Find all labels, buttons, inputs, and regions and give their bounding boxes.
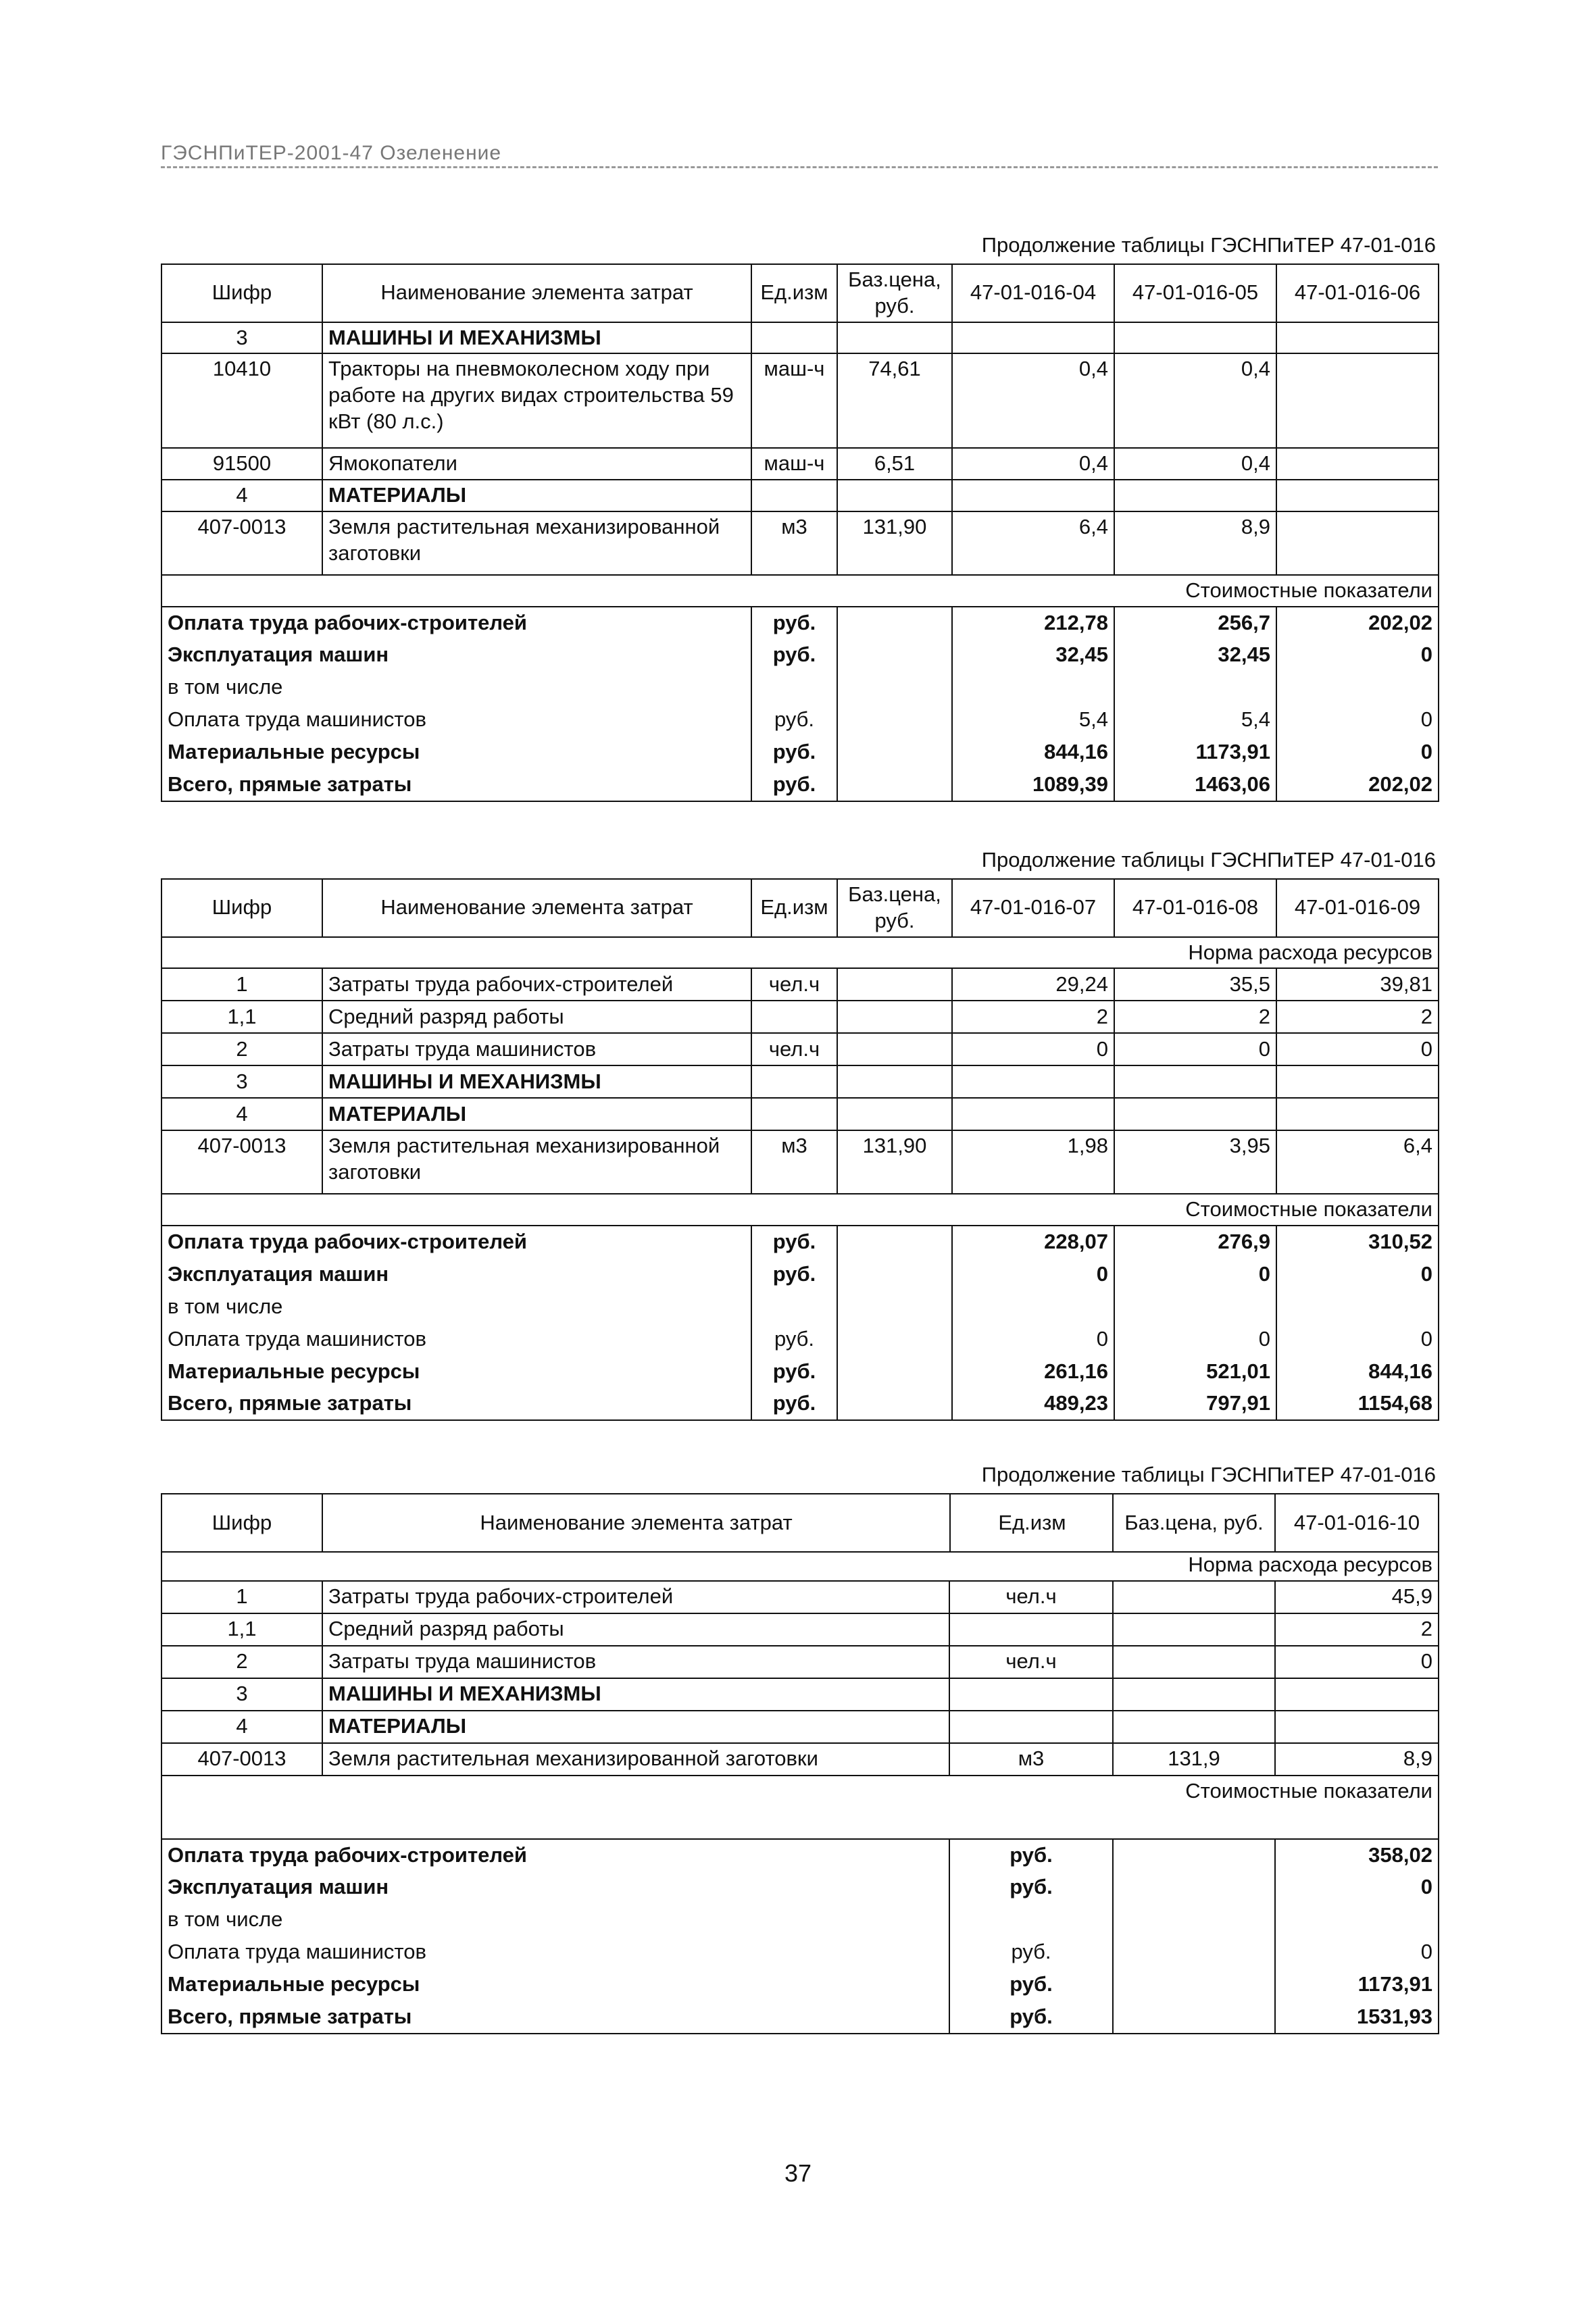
cost-row (161, 607, 1439, 639)
price-cell (1113, 1646, 1275, 1678)
cost-name: в том числе (161, 672, 751, 704)
cost-value: 521,01 (1114, 1355, 1276, 1388)
value-cell: 3,95 (1114, 1130, 1276, 1194)
cost-value: 1154,68 (1276, 1388, 1439, 1420)
cost-name: в том числе (161, 1904, 949, 1936)
table-header-row (161, 879, 1439, 937)
cost-row (161, 736, 1439, 769)
cost-value: 32,45 (952, 639, 1114, 672)
value-cell (1276, 322, 1439, 354)
unit-cell (751, 480, 837, 511)
cost-unit: руб. (949, 1871, 1113, 1904)
cost-section-row (161, 1776, 1439, 1839)
table-row (161, 968, 1439, 1001)
cost-value: 202,02 (1276, 769, 1439, 801)
cost-name: Материальные ресурсы (161, 736, 751, 769)
resource-table-3-body (161, 1550, 1439, 2034)
cost-empty (1113, 1969, 1275, 2001)
name-cell: МАТЕРИАЛЫ (322, 1711, 949, 1743)
cost-value: 5,4 (1114, 704, 1276, 736)
code-cell: 4 (161, 1711, 322, 1743)
name-cell: Затраты труда рабочих-строителей (322, 1581, 949, 1613)
unit-cell: чел.ч (949, 1581, 1113, 1613)
table-row (161, 1130, 1439, 1194)
price-cell (837, 968, 952, 1001)
cost-row (161, 1969, 1439, 2001)
value-cell (1276, 353, 1439, 448)
unit-cell: чел.ч (751, 968, 837, 1001)
cost-row (161, 1323, 1439, 1355)
value-cell: 29,24 (952, 968, 1114, 1001)
cost-name: Всего, прямые затраты (161, 769, 751, 801)
resource-table-2 (161, 878, 1439, 1421)
unit-cell (949, 1678, 1113, 1711)
unit-cell (751, 1001, 837, 1033)
col-header: Ед.изм (751, 264, 837, 322)
value-cell: 45,9 (1275, 1581, 1439, 1613)
name-cell: Затраты труда рабочих-строителей (322, 968, 751, 1001)
code-cell: 2 (161, 1033, 322, 1065)
cost-row (161, 672, 1439, 704)
cost-empty (1113, 1839, 1275, 1871)
price-cell (837, 1098, 952, 1130)
cost-empty (837, 1226, 952, 1258)
name-cell: Затраты труда машинистов (322, 1646, 949, 1678)
cost-unit: руб. (751, 1355, 837, 1388)
table-row (161, 511, 1439, 575)
value-cell: 35,5 (1114, 968, 1276, 1001)
cost-value: 276,9 (1114, 1226, 1276, 1258)
cost-value: 0 (1276, 1258, 1439, 1290)
cost-value: 1531,93 (1275, 2001, 1439, 2034)
unit-cell: маш-ч (751, 448, 837, 480)
cost-row (161, 1388, 1439, 1420)
cost-name: в том числе (161, 1290, 751, 1323)
cost-row (161, 1871, 1439, 1904)
norm-section-label: Норма расхода ресурсов (161, 937, 1439, 969)
cost-value: 0 (1114, 1258, 1276, 1290)
col-header: Ед.изм (998, 1510, 1066, 1534)
value-cell (1276, 511, 1439, 575)
cost-value (952, 1290, 1114, 1323)
name-cell: Средний разряд работы (322, 1001, 751, 1033)
col-header: Шифр (161, 264, 322, 322)
cost-value: 797,91 (1114, 1388, 1276, 1420)
value-cell (1114, 480, 1276, 511)
cost-name: Материальные ресурсы (161, 1355, 751, 1388)
value-cell (1275, 1711, 1439, 1743)
cost-value: 261,16 (952, 1355, 1114, 1388)
value-cell: 2 (1114, 1001, 1276, 1033)
cost-value: 228,07 (952, 1226, 1114, 1258)
price-cell: 74,61 (837, 353, 952, 448)
col-header-group (322, 1494, 1113, 1552)
price-cell (1113, 1581, 1275, 1613)
cost-unit: руб. (949, 2001, 1113, 2034)
unit-cell: чел.ч (751, 1033, 837, 1065)
value-cell: 0 (1114, 1033, 1276, 1065)
cost-empty (1113, 1936, 1275, 1969)
norm-section-row (161, 1550, 1439, 1581)
cost-value: 1463,06 (1114, 769, 1276, 801)
table-row (161, 1098, 1439, 1130)
cost-unit: руб. (751, 1258, 837, 1290)
cost-name: Всего, прямые затраты (161, 1388, 751, 1420)
value-cell (1276, 1065, 1439, 1098)
table-header-row (161, 1494, 1439, 1552)
value-cell (952, 1098, 1114, 1130)
col-header: 47-01-016-08 (1114, 879, 1276, 937)
cost-unit: руб. (949, 1969, 1113, 2001)
value-cell: 1,98 (952, 1130, 1114, 1194)
cost-empty (837, 704, 952, 736)
cost-value: 358,02 (1275, 1839, 1439, 1871)
table-row (161, 1711, 1439, 1743)
cost-section-row (161, 575, 1439, 607)
cost-value: 0 (1114, 1323, 1276, 1355)
name-cell: Тракторы на пневмоколесном ходу при работе на других видах строительства 59 кВт (80 л.с.) (322, 353, 751, 448)
cost-unit (751, 672, 837, 704)
cost-unit: руб. (751, 769, 837, 801)
cost-row (161, 1226, 1439, 1258)
value-cell: 0 (1276, 1033, 1439, 1065)
col-header: Баз.цена, руб. (837, 264, 952, 322)
code-cell: 2 (161, 1646, 322, 1678)
unit-cell (751, 322, 837, 354)
cost-name: Всего, прямые затраты (161, 2001, 949, 2034)
col-header: Шифр (161, 879, 322, 937)
cost-value: 0 (1276, 736, 1439, 769)
cost-value: 0 (952, 1258, 1114, 1290)
cost-empty (837, 1258, 952, 1290)
price-cell: 6,51 (837, 448, 952, 480)
name-cell: МАШИНЫ И МЕХАНИЗМЫ (322, 1065, 751, 1098)
cost-name: Оплата труда машинистов (161, 704, 751, 736)
cost-value: 212,78 (952, 607, 1114, 639)
cost-unit: руб. (751, 1388, 837, 1420)
value-cell (1276, 1098, 1439, 1130)
code-cell: 3 (161, 322, 322, 354)
code-cell: 1 (161, 968, 322, 1001)
cost-row (161, 1904, 1439, 1936)
cost-value: 0 (1276, 639, 1439, 672)
name-cell: Средний разряд работы (322, 1613, 949, 1646)
cost-empty (1113, 1904, 1275, 1936)
value-cell (1276, 448, 1439, 480)
unit-cell: чел.ч (949, 1646, 1113, 1678)
value-cell (1114, 1065, 1276, 1098)
price-cell (1113, 1711, 1275, 1743)
cost-empty (837, 672, 952, 704)
price-cell (837, 1001, 952, 1033)
table-row (161, 1743, 1439, 1776)
cost-unit: руб. (949, 1936, 1113, 1969)
table-caption: Продолжение таблицы ГЭСНПиТЕР 47-01-016 (981, 848, 1436, 872)
price-cell (837, 1065, 952, 1098)
unit-cell: м3 (751, 511, 837, 575)
value-cell (952, 322, 1114, 354)
name-cell: МАТЕРИАЛЫ (322, 480, 751, 511)
price-cell (1113, 1678, 1275, 1711)
price-cell (837, 322, 952, 354)
cost-empty (837, 1388, 952, 1420)
cost-unit: руб. (949, 1839, 1113, 1871)
value-cell (1114, 1098, 1276, 1130)
cost-value (1114, 1290, 1276, 1323)
price-cell: 131,9 (1113, 1743, 1275, 1776)
unit-cell (949, 1613, 1113, 1646)
cost-unit: руб. (751, 1323, 837, 1355)
cost-value: 0 (952, 1323, 1114, 1355)
value-cell: 6,4 (952, 511, 1114, 575)
cost-value (1276, 672, 1439, 704)
value-cell: 2 (1275, 1613, 1439, 1646)
cost-empty (837, 769, 952, 801)
norm-section-row (161, 937, 1439, 969)
table-row (161, 448, 1439, 480)
cost-value (1114, 672, 1276, 704)
col-header: Ед.изм (751, 879, 837, 937)
cost-name: Оплата труда машинистов (161, 1323, 751, 1355)
cost-unit: руб. (751, 736, 837, 769)
value-cell: 39,81 (1276, 968, 1439, 1001)
table-row (161, 1581, 1439, 1613)
value-cell: 2 (1276, 1001, 1439, 1033)
col-header: Наименование элемента затрат (322, 879, 751, 937)
price-cell (1113, 1613, 1275, 1646)
table-row (161, 1613, 1439, 1646)
cost-empty (837, 639, 952, 672)
unit-cell (949, 1711, 1113, 1743)
name-cell: МАТЕРИАЛЫ (322, 1098, 751, 1130)
name-cell: Ямокопатели (322, 448, 751, 480)
cost-row (161, 1258, 1439, 1290)
unit-cell: м3 (751, 1130, 837, 1194)
name-cell: Земля растительная механизированной заготовки (322, 511, 751, 575)
cost-value: 1173,91 (1275, 1969, 1439, 2001)
unit-cell: маш-ч (751, 353, 837, 448)
cost-section-label: Стоимостные показатели (161, 1194, 1439, 1226)
value-cell: 8,9 (1275, 1743, 1439, 1776)
cost-value: 1089,39 (952, 769, 1114, 801)
cost-name: Оплата труда машинистов (161, 1936, 949, 1969)
cost-value: 256,7 (1114, 607, 1276, 639)
col-header: 47-01-016-05 (1114, 264, 1276, 322)
cost-unit (751, 1290, 837, 1323)
col-header: Баз.цена, руб. (837, 879, 952, 937)
resource-table-1 (161, 263, 1439, 802)
cost-section-label: Стоимостные показатели (161, 575, 1439, 607)
table-caption: Продолжение таблицы ГЭСНПиТЕР 47-01-016 (981, 1463, 1436, 1486)
value-cell: 0,4 (952, 353, 1114, 448)
cost-row (161, 639, 1439, 672)
table-row (161, 1001, 1439, 1033)
table-header-row (161, 264, 1439, 322)
cost-row (161, 1839, 1439, 1871)
cost-name: Оплата труда рабочих-строителей (161, 1226, 751, 1258)
cost-value: 1173,91 (1114, 736, 1276, 769)
cost-value: 844,16 (1276, 1355, 1439, 1388)
cost-name: Эксплуатация машин (161, 639, 751, 672)
cost-empty (837, 736, 952, 769)
price-cell (837, 1033, 952, 1065)
code-cell: 1 (161, 1581, 322, 1613)
cost-row (161, 769, 1439, 801)
cost-row (161, 704, 1439, 736)
value-cell: 0,4 (952, 448, 1114, 480)
value-cell (1276, 480, 1439, 511)
code-cell: 3 (161, 1065, 322, 1098)
cost-unit: руб. (751, 704, 837, 736)
col-header: 47-01-016-10 (1275, 1494, 1439, 1552)
col-header: Наименование элемента затрат (322, 264, 751, 322)
table-row (161, 1678, 1439, 1711)
cost-value: 0 (1275, 1936, 1439, 1969)
cost-value: 0 (1276, 704, 1439, 736)
table-row (161, 1033, 1439, 1065)
col-header: Шифр (161, 1494, 322, 1552)
value-cell: 2 (952, 1001, 1114, 1033)
cost-unit: руб. (751, 607, 837, 639)
price-cell: 131,90 (837, 1130, 952, 1194)
value-cell: 8,9 (1114, 511, 1276, 575)
code-cell: 3 (161, 1678, 322, 1711)
cost-empty (1113, 2001, 1275, 2034)
value-cell (952, 1065, 1114, 1098)
value-cell (1114, 322, 1276, 354)
table-row (161, 480, 1439, 511)
price-cell: 131,90 (837, 511, 952, 575)
col-header: 47-01-016-09 (1276, 879, 1439, 937)
table-row (161, 322, 1439, 354)
cost-empty (837, 1355, 952, 1388)
cost-value: 489,23 (952, 1388, 1114, 1420)
col-header: 47-01-016-06 (1276, 264, 1439, 322)
cost-section-label: Стоимостные показатели (161, 1776, 1439, 1839)
cost-value: 32,45 (1114, 639, 1276, 672)
norm-section-label: Норма расхода ресурсов (161, 1550, 1439, 1581)
price-cell (837, 480, 952, 511)
cost-value: 844,16 (952, 736, 1114, 769)
cost-empty (837, 1323, 952, 1355)
code-cell: 91500 (161, 448, 322, 480)
cost-unit: руб. (751, 1226, 837, 1258)
cost-unit: руб. (751, 639, 837, 672)
cost-row (161, 1355, 1439, 1388)
value-cell (952, 480, 1114, 511)
page-header: ГЭСНПиТЕР-2001-47 Озеленение (161, 142, 1438, 168)
value-cell: 0 (952, 1033, 1114, 1065)
cost-name: Оплата труда рабочих-строителей (161, 607, 751, 639)
cost-value: 0 (1276, 1323, 1439, 1355)
cost-value: 5,4 (952, 704, 1114, 736)
name-cell: МАШИНЫ И МЕХАНИЗМЫ (322, 322, 751, 354)
cost-section-row (161, 1194, 1439, 1226)
col-header: Наименование элемента затрат (323, 1494, 950, 1551)
page-number: 37 (784, 2159, 812, 2187)
cost-name: Оплата труда рабочих-строителей (161, 1839, 949, 1871)
cost-empty (837, 607, 952, 639)
cost-value (952, 672, 1114, 704)
cost-value: 202,02 (1276, 607, 1439, 639)
cost-row (161, 1936, 1439, 1969)
col-header: 47-01-016-07 (952, 879, 1114, 937)
cost-row (161, 2001, 1439, 2034)
col-header: Баз.цена, руб. (1113, 1494, 1275, 1552)
col-header: 47-01-016-04 (952, 264, 1114, 322)
name-cell: Земля растительная механизированной заготовки (322, 1130, 751, 1194)
cost-value (1275, 1904, 1439, 1936)
cost-value (1276, 1290, 1439, 1323)
cost-name: Эксплуатация машин (161, 1258, 751, 1290)
code-cell: 407-0013 (161, 1130, 322, 1194)
cost-row (161, 1290, 1439, 1323)
code-cell: 1,1 (161, 1001, 322, 1033)
table-row (161, 353, 1439, 448)
unit-cell (751, 1098, 837, 1130)
table-row (161, 1065, 1439, 1098)
code-cell: 407-0013 (161, 511, 322, 575)
name-cell: Затраты труда машинистов (322, 1033, 751, 1065)
value-cell (1275, 1678, 1439, 1711)
code-cell: 4 (161, 1098, 322, 1130)
cost-value: 310,52 (1276, 1226, 1439, 1258)
name-cell: Земля растительная механизированной заготовки (322, 1743, 949, 1776)
table-row (161, 1646, 1439, 1678)
value-cell: 0,4 (1114, 448, 1276, 480)
resource-table-3 (161, 1493, 1439, 1553)
value-cell: 0,4 (1114, 353, 1276, 448)
value-cell: 0 (1275, 1646, 1439, 1678)
table-caption: Продолжение таблицы ГЭСНПиТЕР 47-01-016 (981, 233, 1436, 257)
unit-cell (751, 1065, 837, 1098)
name-cell: МАШИНЫ И МЕХАНИЗМЫ (322, 1678, 949, 1711)
code-cell: 4 (161, 480, 322, 511)
cost-empty (1113, 1871, 1275, 1904)
value-cell: 6,4 (1276, 1130, 1439, 1194)
code-cell: 10410 (161, 353, 322, 448)
code-cell: 407-0013 (161, 1743, 322, 1776)
unit-cell: м3 (949, 1743, 1113, 1776)
cost-name: Эксплуатация машин (161, 1871, 949, 1904)
cost-empty (837, 1290, 952, 1323)
cost-unit (949, 1904, 1113, 1936)
cost-name: Материальные ресурсы (161, 1969, 949, 2001)
code-cell: 1,1 (161, 1613, 322, 1646)
cost-value: 0 (1275, 1871, 1439, 1904)
